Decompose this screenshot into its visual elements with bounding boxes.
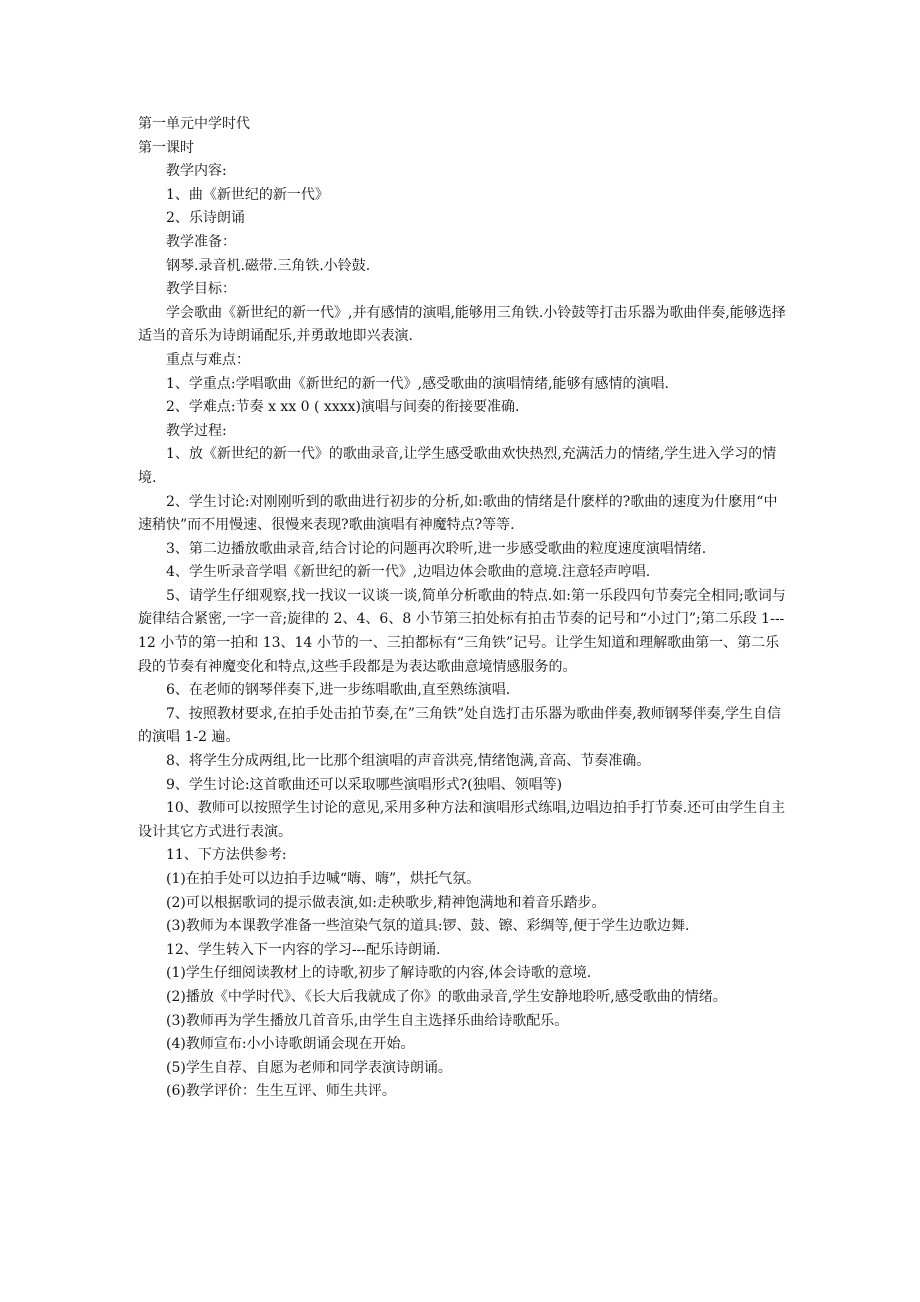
paragraph: 10、教师可以按照学生讨论的意见,采用多种方法和演唱形式练唱,边唱边拍手打节奏.还可由学生自主设计其它方式进行表演。	[138, 800, 786, 840]
document-body	[138, 113, 788, 1104]
paragraph: 4、学生听录音学唱《新世纪的新一代》,边唱边体会歌曲的意境.注意轻声哼唱.	[166, 564, 651, 581]
paragraph: (2)可以根据歌词的提示做表演,如:走秧歌步,精神饱满地和着音乐踏步。	[166, 894, 606, 911]
paragraph: 教学目标：	[166, 281, 236, 298]
paragraph: 9、学生讨论:这首歌曲还可以采取哪些演唱形式?(独唱、领唱等)	[166, 776, 563, 793]
paragraph: 12、学生转入下一内容的学习---配乐诗朗诵.	[166, 941, 441, 958]
paragraph: (5)学生自荐、自愿为老师和同学表演诗朗诵。	[166, 1059, 452, 1076]
paragraph: (2)播放《中学时代》、《长大后我就成了你》的歌曲录音,学生安静地聆听,感受歌曲的情绪。	[166, 988, 727, 1005]
paragraph: 11、下方法供参考:	[166, 847, 287, 864]
paragraph: 教学内容:	[166, 163, 227, 180]
paragraph: (3)教师再为学生播放几首音乐,由学生自主选择乐曲给诗歌配乐。	[166, 1012, 569, 1029]
paragraph: 2、学生讨论:对刚刚听到的歌曲进行初步的分析,如:歌曲的情绪是什麽样的?歌曲的速度为什麽用“中速稍快”而不用慢速、很慢来表现?歌曲演唱有神魔特点?等等.	[138, 493, 778, 534]
paragraph: 5、请学生仔细观察,找一找议一议谈一谈,简单分析歌曲的特点.如:第一乐段四句节奏完全相同;歌词与旋律结合紧密,一字一音;旋律的 2、4、6、8 小节第三拍处标有拍击节奏的记号和“小过门”;第二乐段 1---12 小节的第一拍和 13、14 小节的一、三拍都标有“三角铁”记号。让学生知道和理解歌曲第一、第二乐段的节奏有神魔变化和特点,这些手段都是为表达歌曲意境情感服务的。	[138, 587, 786, 675]
paragraph: 7、按照教材要求,在拍手处击拍节奏,在”三角铁”处自选打击乐器为歌曲伴奏,教师钢琴伴奏,学生自信的演唱 1-2 遍。	[138, 705, 782, 746]
paragraph: 钢琴.录音机.磁带.三角铁.小铃鼓.	[166, 257, 371, 274]
paragraph: 1、放《新世纪的新一代》的歌曲录音,让学生感受歌曲欢快热烈,充满活力的情绪,学生进入学习的情境.	[138, 446, 777, 486]
paragraph: (6)教学评价：生生互评、师生共评。	[166, 1083, 396, 1100]
unit-heading: 第一单元中学时代	[138, 116, 250, 132]
paragraph: 学会歌曲《新世纪的新一代》,并有感情的演唱,能够用三角铁.小铃鼓等打击乐器为歌曲伴奏,能够选择适当的音乐为诗朗诵配乐,并勇敢地即兴表演.	[138, 304, 786, 345]
paragraph: 3、第二边播放歌曲录音,结合讨论的问题再次聆听,进一步感受歌曲的粒度速度演唱情绪.	[166, 540, 707, 557]
lesson-heading: 第一课时	[138, 139, 194, 156]
paragraph: 8、将学生分成两组,比一比那个组演唱的声音洪亮,情绪饱满,音高、节奏准确。	[166, 753, 651, 770]
paragraph: 教学准备：	[166, 233, 236, 250]
paragraph: 1、曲《新世纪的新一代》	[166, 186, 329, 203]
paragraph: 6、在老师的钢琴伴奏下,进一步练唱歌曲,直至熟练演唱.	[166, 682, 511, 699]
paragraph: (4)教师宣布:小小诗歌朗诵会现在开始。	[166, 1036, 415, 1053]
paragraph: (1)学生仔细阅读教材上的诗歌,初步了解诗歌的内容,体会诗歌的意境.	[166, 965, 592, 982]
paragraph: 2、学难点:节奏 x xx 0 ( xxxx)演唱与间奏的衔接要准确.	[166, 399, 520, 416]
paragraph: 2、乐诗朗诵	[166, 210, 245, 227]
paragraph: 1、学重点:学唱歌曲《新世纪的新一代》,感受歌曲的演唱情绪,能够有感情的演唱.	[166, 375, 669, 392]
paragraph: 重点与难点：	[166, 351, 250, 368]
paragraph: 教学过程:	[166, 422, 227, 439]
paragraph: (1)在拍手处可以边拍手边喊“嗨、嗨”，烘托气氛。	[166, 871, 481, 887]
paragraph-list	[138, 160, 788, 1104]
paragraph: (3)教师为本课教学准备一些渲染气氛的道具:锣、鼓、镲、彩绸等,便于学生边歌边舞.	[166, 918, 690, 935]
